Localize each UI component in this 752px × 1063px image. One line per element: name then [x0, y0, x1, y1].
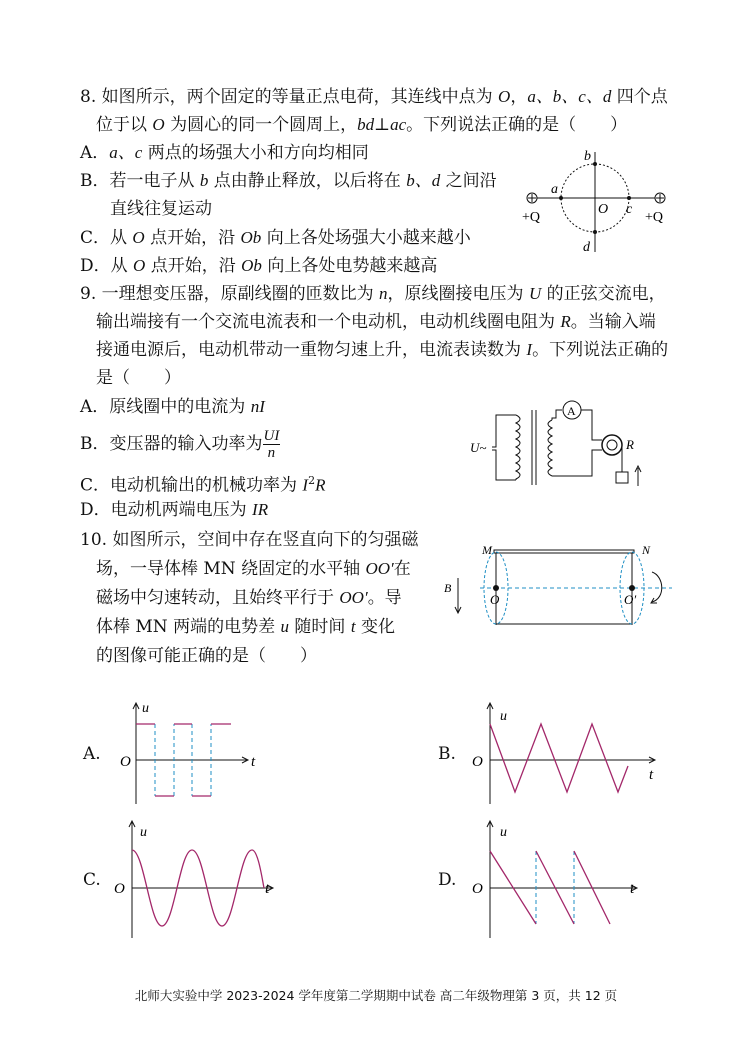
q10-stem-line5: 的图像可能正确的是（ ） [96, 646, 317, 666]
label-a: a [551, 182, 558, 197]
q8-stem-line1: 8. 如图所示，两个固定的等量正点电荷，其连线中点为 O，a、b、c、d 四个点 [80, 87, 668, 107]
q10-stem-line3: 磁场中匀速转动，且始终平行于 OO′。导 [96, 588, 402, 608]
label-N: N [642, 543, 651, 557]
svg-text:u: u [142, 701, 149, 716]
secondary-coil [548, 420, 552, 476]
q8-option-b-line1: B．若一电子从 b 点由静止释放，以后将在 b、d 之间沿 [80, 171, 497, 191]
q10-stem-line1: 10. 如图所示，空间中存在竖直向下的匀强磁 [80, 530, 419, 550]
rod-MN [494, 550, 634, 553]
q8-figure [515, 140, 675, 260]
svg-text:O: O [472, 754, 483, 770]
label-d: d [583, 240, 590, 255]
svg-text:u: u [140, 825, 147, 840]
primary-coil [516, 415, 520, 480]
q8-option-a: A．a、c 两点的场强大小和方向均相同 [80, 143, 369, 163]
label-R: R [626, 437, 634, 452]
q9-stem-line1: 9. 一理想变压器，原副线圈的匝数比为 n，原线圈接电压为 U 的正弦交流电， [80, 284, 666, 304]
svg-text:O: O [114, 881, 125, 897]
label-O: O [490, 592, 500, 607]
svg-text:O: O [120, 754, 131, 770]
label-c: c [626, 202, 633, 217]
q8-option-d: D．从 O 点开始，沿 Ob 向上各处电势越来越高 [80, 256, 438, 276]
q9-stem-line3: 接通电源后，电动机带动一重物匀速上升，电流表读数为 I。下列说法正确的 [96, 340, 669, 360]
svg-text:t: t [649, 767, 654, 783]
svg-text:t: t [251, 754, 256, 770]
q8-stem-line2: 位于以 O 为圆心的同一个圆周上，bd⊥ac。下列说法正确的是（ ） [96, 115, 628, 135]
svg-text:A: A [567, 404, 576, 418]
q9-option-b: B．变压器的输入功率为 $\frac{UI}{n}$ [80, 428, 280, 461]
triangle-wave [490, 724, 628, 792]
q9-option-c: C．电动机输出的机械功率为 $I^2R$ [80, 474, 326, 496]
rotation-arrow-icon [652, 572, 662, 602]
graph-b-label: B. [438, 744, 456, 764]
graph-a-label: A. [83, 744, 101, 764]
graph-d-label: D. [438, 870, 457, 890]
q9-option-a: A．原线圈中的电流为 nI [80, 397, 265, 417]
q9-stem-line4: 是（ ） [96, 368, 181, 388]
label-U: U~ [470, 440, 487, 455]
q8-option-b-line2: 直线往复运动 [110, 199, 212, 219]
label-qleft: +Q [522, 210, 541, 225]
label-O2: O′ [624, 592, 637, 607]
graph-d [470, 818, 650, 942]
label-qright: +Q [645, 210, 664, 225]
q8-option-c: C．从 O 点开始，沿 Ob 向上各处场强大小越来越小 [80, 228, 471, 248]
graph-c [112, 818, 287, 942]
q9-stem-line2: 输出端接有一个交流电流表和一个电动机，电动机线圈电阻为 R。当输入端 [96, 312, 656, 332]
q9-figure [466, 400, 656, 495]
graph-b [468, 700, 668, 808]
q10-stem-line4: 体棒 MN 两端的电势差 u 随时间 t 变化 [96, 617, 395, 637]
page-footer: 北师大实验中学 2023-2024 学年度第二学期期中试卷 高二年级物理第 3 页，共 12 页 [134, 988, 618, 1003]
graph-c-label: C. [83, 870, 101, 890]
weight-block [616, 472, 628, 483]
q10-figure [440, 540, 690, 635]
label-b: b [584, 149, 591, 164]
svg-text:O: O [472, 881, 483, 897]
label-B: B [444, 581, 452, 595]
svg-text:u: u [500, 709, 507, 724]
fraction: $\frac{UI}{n}$ [263, 428, 280, 461]
svg-text:u: u [500, 825, 507, 840]
graph-a [115, 700, 275, 808]
q10-stem-line2: 场，一导体棒 MN 绕固定的水平轴 OO′在 [96, 559, 411, 579]
q9-option-d: D．电动机两端电压为 IR [80, 500, 269, 520]
svg-text:t: t [265, 881, 270, 897]
label-M: M [482, 543, 492, 557]
svg-text:t: t [630, 881, 635, 897]
label-O: O [598, 202, 609, 217]
